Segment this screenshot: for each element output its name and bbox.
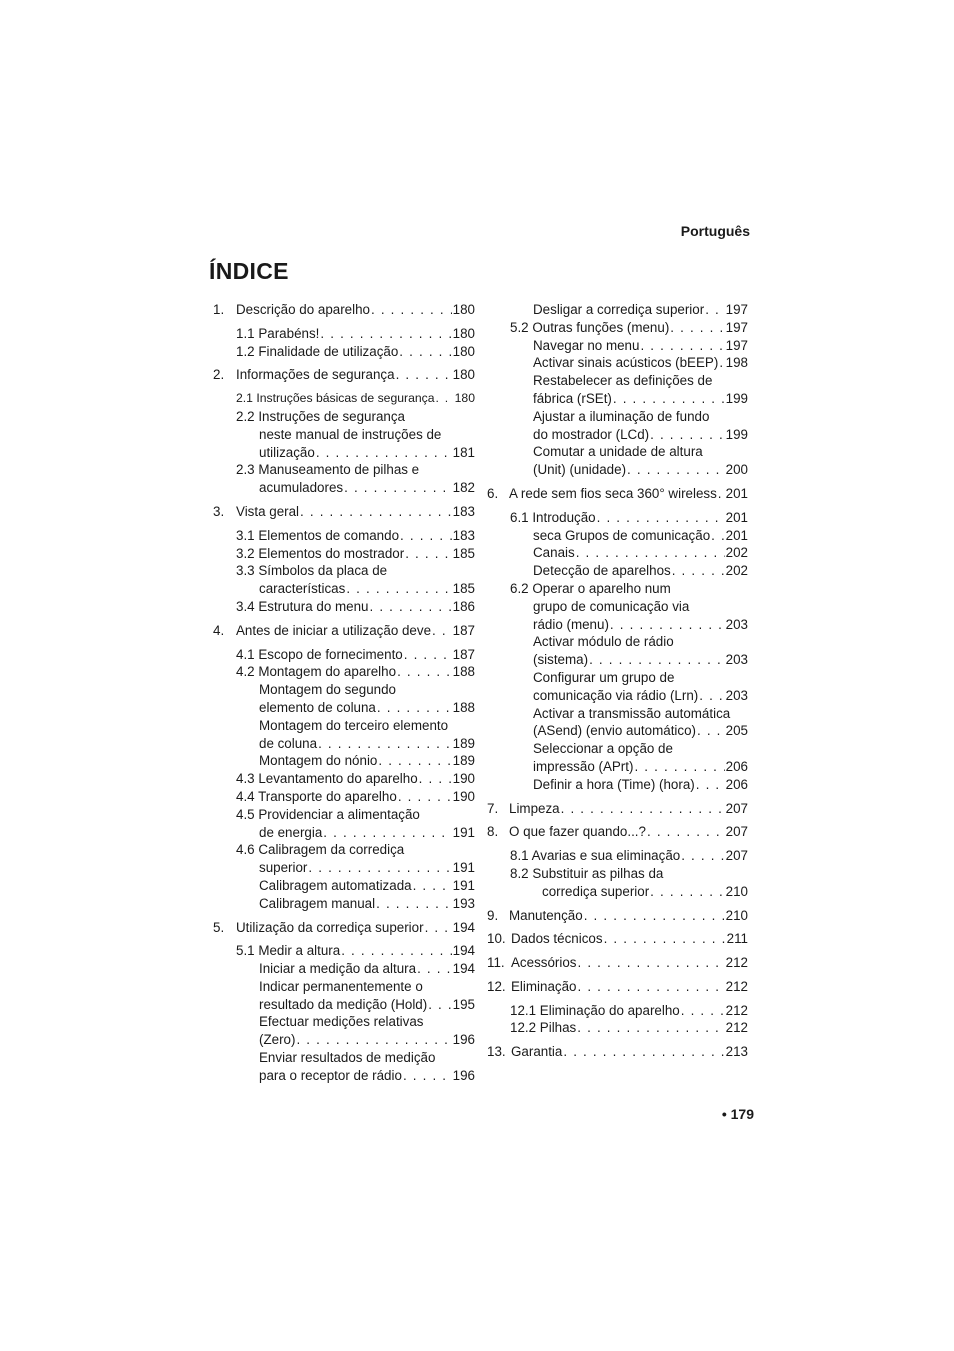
toc-entry-page: 183 bbox=[452, 503, 475, 519]
toc-entry-title: para o receptor de rádio bbox=[259, 1067, 402, 1083]
toc-entry[interactable] bbox=[487, 544, 748, 562]
toc-entry-page: 212 bbox=[725, 978, 748, 994]
toc-dot-leader bbox=[425, 919, 452, 937]
toc-entry-title: de energia bbox=[259, 824, 323, 840]
toc-dot-leader bbox=[634, 758, 724, 776]
toc-entry-page: 180 bbox=[452, 302, 475, 317]
toc-entry[interactable] bbox=[213, 545, 475, 563]
toc-entry-title: Vista geral bbox=[236, 503, 300, 519]
toc-entry-title: Detecção de aparelhos bbox=[533, 563, 671, 579]
toc-entry[interactable] bbox=[487, 776, 748, 794]
toc-entry-page: 199 bbox=[725, 390, 748, 406]
toc-dot-leader bbox=[432, 622, 452, 640]
toc-entry[interactable] bbox=[213, 895, 475, 913]
toc-entry-title: elemento de coluna bbox=[259, 699, 376, 715]
toc-entry-page: 198 bbox=[725, 355, 748, 371]
toc-dot-leader bbox=[576, 544, 725, 562]
toc-entry[interactable] bbox=[213, 444, 475, 462]
toc-entry[interactable] bbox=[213, 919, 475, 937]
toc-entry[interactable] bbox=[213, 996, 475, 1014]
toc-entry-page: 197 bbox=[725, 337, 748, 353]
toc-entry-number: 3. bbox=[213, 503, 225, 519]
toc-entry-title: 4.2 Montagem do aparelho bbox=[236, 664, 397, 680]
toc-entry-title: Montagem do nónio bbox=[259, 753, 378, 769]
toc-entry[interactable] bbox=[487, 687, 748, 705]
toc-entry-title: superior bbox=[259, 860, 308, 876]
toc-entry-page: 181 bbox=[452, 444, 475, 460]
toc-dot-leader bbox=[376, 895, 452, 913]
toc-entry-title: A rede sem fios seca 360° wireless bbox=[509, 485, 717, 501]
toc-dot-leader bbox=[578, 978, 725, 996]
toc-column-left bbox=[213, 301, 475, 1085]
toc-entry-page: 187 bbox=[452, 646, 475, 662]
toc-entry[interactable] bbox=[213, 325, 475, 343]
toc-entry-page: 211 bbox=[726, 931, 748, 947]
toc-dot-leader bbox=[650, 883, 724, 901]
toc-entry-title: neste manual de instruções de bbox=[259, 426, 442, 442]
toc-dot-leader bbox=[316, 444, 452, 462]
toc-entry-number: 12. bbox=[487, 978, 506, 994]
toc-entry[interactable] bbox=[487, 883, 748, 901]
toc-entry-title: 1.2 Finalidade de utilização bbox=[236, 343, 399, 359]
toc-entry-page: 185 bbox=[452, 545, 475, 561]
toc-entry[interactable] bbox=[487, 954, 748, 972]
toc-dot-leader bbox=[344, 479, 452, 497]
toc-entry-page: 183 bbox=[452, 527, 475, 543]
toc-entry[interactable] bbox=[213, 503, 475, 521]
toc-entry-title: O que fazer quando...? bbox=[509, 824, 646, 840]
toc-entry-number: 11. bbox=[487, 955, 505, 971]
toc-entry[interactable] bbox=[487, 1002, 748, 1020]
toc-entry[interactable] bbox=[487, 337, 748, 355]
toc-entry-title: Descrição do aparelho bbox=[236, 302, 370, 317]
toc-entry-title: Activar módulo de rádio bbox=[533, 634, 674, 650]
toc-entry-page: 182 bbox=[452, 480, 475, 496]
toc-entry-page: 191 bbox=[452, 877, 475, 893]
toc-entry-page: 180 bbox=[454, 391, 475, 406]
toc-entry-page: 185 bbox=[452, 581, 475, 597]
toc-entry-page: 197 bbox=[725, 319, 748, 335]
toc-dot-leader bbox=[397, 663, 452, 681]
toc-entry-title: 4.3 Levantamento do aparelho bbox=[236, 771, 418, 787]
toc-entry[interactable] bbox=[487, 580, 748, 598]
toc-entry[interactable] bbox=[487, 651, 748, 669]
toc-entry[interactable] bbox=[213, 752, 475, 770]
toc-entry[interactable] bbox=[213, 1049, 475, 1067]
toc-entry[interactable] bbox=[213, 598, 475, 616]
toc-dot-leader bbox=[419, 770, 452, 788]
toc-entry-page: 196 bbox=[452, 1032, 475, 1048]
toc-entry-title: Calibragem manual bbox=[259, 895, 376, 911]
toc-dot-leader bbox=[399, 343, 451, 361]
toc-dot-leader bbox=[584, 907, 725, 925]
toc-entry-title: Seleccionar a opção de bbox=[533, 741, 673, 757]
language-label: Português bbox=[680, 223, 750, 239]
toc-entry-page: 180 bbox=[452, 325, 475, 341]
toc-entry-page: 191 bbox=[452, 860, 475, 876]
toc-entry-number: 9. bbox=[487, 907, 499, 923]
toc-entry[interactable] bbox=[213, 960, 475, 978]
toc-entry-title: características bbox=[259, 581, 346, 597]
toc-entry[interactable] bbox=[213, 366, 475, 384]
toc-entry-title: 1.1 Parabéns! bbox=[236, 325, 320, 341]
toc-entry[interactable] bbox=[487, 372, 748, 390]
toc-entry[interactable] bbox=[487, 408, 748, 426]
toc-entry[interactable] bbox=[487, 865, 748, 883]
toc-entry-page: 189 bbox=[452, 735, 475, 751]
toc-dot-leader bbox=[398, 788, 452, 806]
toc-entry[interactable] bbox=[487, 443, 748, 461]
toc-entry[interactable] bbox=[487, 509, 748, 527]
toc-entry[interactable] bbox=[487, 758, 748, 776]
toc-entry-title: Montagem do segundo bbox=[259, 682, 396, 698]
toc-entry-title: Limpeza bbox=[509, 800, 560, 816]
toc-entry-title: seca Grupos de comunicação bbox=[533, 527, 711, 543]
page-number: • 179 bbox=[721, 1106, 754, 1122]
toc-dot-leader bbox=[672, 562, 725, 580]
toc-entry[interactable] bbox=[213, 663, 475, 681]
toc-entry-page: 212 bbox=[725, 1020, 748, 1036]
toc-entry-page: 201 bbox=[725, 485, 748, 501]
toc-entry[interactable] bbox=[487, 740, 748, 758]
toc-entry-title: Ajustar a iluminação de fundo bbox=[533, 408, 710, 424]
toc-entry-title: Calibragem automatizada bbox=[259, 877, 412, 893]
toc-entry[interactable] bbox=[487, 527, 748, 545]
toc-entry-title: Manutenção bbox=[509, 907, 583, 923]
toc-dot-leader bbox=[578, 954, 725, 972]
toc-entry[interactable] bbox=[487, 301, 748, 319]
toc-entry-title: 3.3 Símbolos da placa de bbox=[236, 563, 388, 579]
toc-entry-number: 2. bbox=[213, 367, 225, 383]
toc-dot-leader bbox=[604, 930, 726, 948]
toc-entry[interactable] bbox=[487, 598, 748, 616]
toc-entry[interactable] bbox=[213, 301, 475, 319]
toc-entry-title: Restabelecer as definições de bbox=[533, 373, 713, 389]
toc-dot-leader bbox=[613, 390, 725, 408]
toc-entry[interactable] bbox=[487, 1019, 748, 1037]
toc-entry-page: 193 bbox=[452, 895, 475, 911]
toc-entry-page: 195 bbox=[452, 996, 475, 1012]
toc-entry-page: 207 bbox=[725, 848, 748, 864]
toc-entry[interactable] bbox=[213, 806, 475, 824]
toc-entry-title: 5.1 Medir a altura bbox=[236, 943, 341, 959]
toc-entry[interactable] bbox=[213, 343, 475, 361]
toc-entry-title: 3.1 Elementos de comando bbox=[236, 527, 400, 543]
toc-entry-page: 202 bbox=[725, 545, 748, 561]
toc-entry-title: grupo de comunicação via bbox=[533, 598, 690, 614]
toc-entry[interactable] bbox=[487, 907, 748, 925]
toc-entry-number: 10. bbox=[487, 931, 506, 947]
toc-entry-page: 212 bbox=[725, 955, 748, 971]
toc-entry-page: 190 bbox=[452, 788, 475, 804]
toc-dot-leader bbox=[670, 319, 724, 337]
toc-entry[interactable] bbox=[213, 1067, 475, 1085]
toc-entry-title: do mostrador (LCd) bbox=[533, 426, 650, 442]
toc-entry[interactable] bbox=[213, 859, 475, 877]
toc-entry-page: 180 bbox=[452, 367, 475, 383]
toc-entry-page: 205 bbox=[725, 723, 748, 739]
toc-dot-leader bbox=[718, 485, 725, 503]
toc-entry-title: (ASend) (envio automático) bbox=[533, 723, 696, 739]
toc-entry-title: Activar a transmissão automática bbox=[533, 705, 731, 721]
toc-entry[interactable] bbox=[487, 800, 748, 818]
toc-entry[interactable] bbox=[213, 461, 475, 479]
toc-entry-title: Comutar a unidade de altura bbox=[533, 444, 703, 460]
toc-entry-title: corrediça superior bbox=[542, 883, 650, 899]
toc-dot-leader bbox=[577, 1019, 724, 1037]
toc-entry-title: 2.3 Manuseamento de pilhas e bbox=[236, 462, 420, 478]
toc-entry[interactable] bbox=[487, 390, 748, 408]
toc-entry[interactable] bbox=[487, 669, 748, 687]
toc-entry[interactable] bbox=[213, 390, 475, 408]
toc-dot-leader bbox=[705, 301, 724, 319]
toc-dot-leader bbox=[681, 847, 724, 865]
toc-dot-leader bbox=[436, 390, 454, 408]
toc-entry-page: 210 bbox=[725, 907, 748, 923]
toc-entry-page: 203 bbox=[725, 652, 748, 668]
toc-entry-number: 6. bbox=[487, 485, 499, 501]
toc-entry-page: 180 bbox=[452, 343, 475, 359]
toc-entry[interactable] bbox=[213, 622, 475, 640]
toc-entry[interactable] bbox=[213, 841, 475, 859]
toc-entry-page: 191 bbox=[452, 824, 475, 840]
toc-entry-page: 207 bbox=[725, 824, 748, 840]
toc-entry[interactable] bbox=[213, 735, 475, 753]
toc-entry-page: 194 bbox=[452, 961, 475, 977]
toc-entry-title: Definir a hora (Time) (hora) bbox=[533, 776, 695, 792]
toc-entry[interactable] bbox=[487, 319, 748, 337]
toc-entry-title: Navegar no menu bbox=[533, 337, 640, 353]
toc-entry-page: 200 bbox=[725, 462, 748, 478]
toc-entry[interactable] bbox=[213, 717, 475, 735]
toc-entry[interactable] bbox=[213, 408, 475, 426]
toc-entry-title: 3.2 Elementos do mostrador bbox=[236, 545, 405, 561]
toc-entry-title: Informações de segurança bbox=[236, 367, 395, 383]
toc-dot-leader bbox=[308, 859, 451, 877]
toc-entry[interactable] bbox=[213, 978, 475, 996]
toc-entry[interactable] bbox=[213, 824, 475, 842]
toc-dot-leader bbox=[400, 527, 452, 545]
toc-dot-leader bbox=[563, 1043, 724, 1061]
toc-dot-leader bbox=[417, 960, 452, 978]
toc-dot-leader bbox=[323, 824, 451, 842]
toc-entry-title: Configurar um grupo de bbox=[533, 669, 675, 685]
toc-entry[interactable] bbox=[213, 788, 475, 806]
toc-entry-title: Dados técnicos bbox=[511, 931, 603, 947]
toc-entry-page: 194 bbox=[452, 943, 475, 959]
toc-dot-leader bbox=[370, 598, 452, 616]
toc-column-right bbox=[487, 301, 748, 1061]
toc-dot-leader bbox=[719, 354, 724, 372]
toc-entry-title: Garantia bbox=[511, 1044, 563, 1060]
toc-entry[interactable] bbox=[213, 426, 475, 444]
toc-dot-leader bbox=[650, 426, 725, 444]
toc-entry-title: 12.1 Eliminação do aparelho bbox=[510, 1002, 680, 1018]
toc-dot-leader bbox=[647, 823, 725, 841]
toc-entry-number: 4. bbox=[213, 622, 225, 638]
toc-dot-leader bbox=[413, 877, 452, 895]
toc-entry-title: Indicar permanentemente o bbox=[259, 978, 423, 994]
toc-entry-title: (sistema) bbox=[533, 652, 589, 668]
toc-entry-title: de coluna bbox=[259, 735, 318, 751]
toc-entry[interactable] bbox=[487, 485, 748, 503]
toc-entry[interactable] bbox=[487, 705, 748, 723]
toc-entry[interactable] bbox=[487, 616, 748, 634]
toc-dot-leader bbox=[610, 616, 725, 634]
toc-entry-title: 2.2 Instruções de segurança bbox=[236, 408, 405, 424]
toc-entry-page: 188 bbox=[452, 699, 475, 715]
toc-entry[interactable] bbox=[213, 646, 475, 664]
toc-entry[interactable] bbox=[487, 633, 748, 651]
toc-entry-title: 3.4 Estrutura do menu bbox=[236, 598, 369, 614]
toc-entry[interactable] bbox=[487, 978, 748, 996]
toc-entry-title: Desligar a corrediça superior bbox=[533, 302, 705, 317]
toc-entry-title: 6.1 Introdução bbox=[510, 509, 596, 525]
toc-entry[interactable] bbox=[487, 930, 748, 948]
toc-entry-title: 8.2 Substituir as pilhas da bbox=[510, 865, 664, 881]
toc-entry[interactable] bbox=[487, 461, 748, 479]
toc-entry-page: 210 bbox=[725, 883, 748, 899]
toc-entry-number: 5. bbox=[213, 919, 225, 935]
toc-entry-page: 206 bbox=[725, 758, 748, 774]
toc-entry-title: Montagem do terceiro elemento bbox=[259, 717, 449, 733]
toc-entry[interactable] bbox=[213, 1031, 475, 1049]
toc-entry[interactable] bbox=[487, 562, 748, 580]
toc-entry[interactable] bbox=[487, 1043, 748, 1061]
toc-entry-page: 212 bbox=[725, 1002, 748, 1018]
toc-dot-leader bbox=[697, 722, 725, 740]
toc-entry-page: 197 bbox=[725, 302, 748, 317]
toc-dot-leader bbox=[377, 699, 452, 717]
toc-dot-leader bbox=[396, 366, 452, 384]
toc-entry[interactable] bbox=[213, 562, 475, 580]
toc-entry-title: Antes de iniciar a utilização deve bbox=[236, 622, 432, 638]
toc-dot-leader bbox=[318, 735, 452, 753]
toc-entry-page: 206 bbox=[725, 776, 748, 792]
toc-entry-title: impressão (APrt) bbox=[533, 758, 634, 774]
toc-dot-leader bbox=[320, 325, 451, 343]
toc-entry[interactable] bbox=[487, 722, 748, 740]
toc-entry-title: resultado da medição (Hold) bbox=[259, 996, 428, 1012]
toc-dot-leader bbox=[404, 646, 452, 664]
toc-entry-page: 196 bbox=[452, 1067, 475, 1083]
toc-dot-leader bbox=[378, 752, 451, 770]
toc-entry-title: 4.5 Providenciar a alimentação bbox=[236, 806, 420, 822]
toc-entry-title: 5.2 Outras funções (menu) bbox=[510, 319, 670, 335]
toc-entry-page: 188 bbox=[452, 664, 475, 680]
toc-entry-title: 6.2 Operar o aparelho num bbox=[510, 580, 671, 596]
toc-entry-page: 199 bbox=[725, 426, 748, 442]
toc-entry-title: Eliminação bbox=[511, 978, 577, 994]
toc-entry-page: 203 bbox=[725, 687, 748, 703]
toc-entry-page: 186 bbox=[452, 598, 475, 614]
toc-entry[interactable] bbox=[487, 426, 748, 444]
toc-entry-title: fábrica (rSEt) bbox=[533, 390, 612, 406]
toc-entry[interactable] bbox=[213, 942, 475, 960]
toc-entry[interactable] bbox=[487, 354, 748, 372]
toc-dot-leader bbox=[597, 509, 725, 527]
toc-dot-leader bbox=[696, 776, 725, 794]
toc-entry-page: 202 bbox=[725, 563, 748, 579]
toc-entry-title: Enviar resultados de medição bbox=[259, 1050, 436, 1066]
toc-entry-page: 203 bbox=[725, 616, 748, 632]
toc-entry[interactable] bbox=[213, 681, 475, 699]
toc-entry-page: 213 bbox=[725, 1044, 748, 1060]
toc-dot-leader bbox=[405, 545, 451, 563]
toc-entry[interactable] bbox=[213, 580, 475, 598]
toc-entry-title: Efectuar medições relativas bbox=[259, 1014, 424, 1030]
toc-entry[interactable] bbox=[213, 527, 475, 545]
toc-dot-leader bbox=[699, 687, 724, 705]
toc-entry-page: 189 bbox=[452, 753, 475, 769]
toc-entry-title: Activar sinais acústicos (bEEP) bbox=[533, 355, 719, 371]
toc-entry-title: 8.1 Avarias e sua eliminação bbox=[510, 848, 681, 864]
toc-dot-leader bbox=[711, 527, 725, 545]
toc-dot-leader bbox=[403, 1067, 452, 1085]
toc-entry-title: 4.6 Calibragem da corrediça bbox=[236, 842, 405, 858]
toc-entry-page: 190 bbox=[452, 771, 475, 787]
toc-entry-title: acumuladores bbox=[259, 480, 344, 496]
toc-entry-title: Utilização da corrediça superior bbox=[236, 919, 424, 935]
toc-entry-title: Iniciar a medição da altura bbox=[259, 961, 417, 977]
toc-dot-leader bbox=[589, 651, 725, 669]
toc-entry[interactable] bbox=[487, 823, 748, 841]
toc-entry[interactable] bbox=[213, 1013, 475, 1031]
toc-entry-number: 7. bbox=[487, 800, 499, 816]
toc-entry-page: 194 bbox=[452, 919, 475, 935]
toc-entry-title: (Unit) (unidade) bbox=[533, 462, 627, 478]
toc-entry-page: 201 bbox=[725, 527, 748, 543]
toc-entry-title: 4.4 Transporte do aparelho bbox=[236, 788, 397, 804]
toc-entry-page: 187 bbox=[452, 622, 475, 638]
toc-entry-title: 4.1 Escopo de fornecimento bbox=[236, 646, 403, 662]
toc-dot-leader bbox=[300, 503, 452, 521]
toc-entry-title: comunicação via rádio (Lrn) bbox=[533, 687, 699, 703]
toc-dot-leader bbox=[428, 996, 451, 1014]
page-title: ÍNDICE bbox=[209, 258, 289, 284]
toc-entry[interactable] bbox=[487, 847, 748, 865]
toc-entry-title: rádio (menu) bbox=[533, 616, 609, 632]
toc-dot-leader bbox=[627, 461, 725, 479]
toc-entry-title: 2.1 Instruções básicas de segurança bbox=[236, 391, 435, 406]
toc-dot-leader bbox=[346, 580, 451, 598]
toc-dot-leader bbox=[561, 800, 725, 818]
toc-dot-leader bbox=[296, 1031, 451, 1049]
toc-entry-title: (Zero) bbox=[259, 1032, 296, 1048]
toc-entry-title: 12.2 Pilhas bbox=[510, 1020, 577, 1036]
toc-dot-leader bbox=[371, 301, 452, 319]
toc-dot-leader bbox=[681, 1002, 725, 1020]
toc-entry[interactable] bbox=[213, 770, 475, 788]
toc-entry-title: Canais bbox=[533, 545, 575, 561]
toc-entry-page: 207 bbox=[725, 800, 748, 816]
toc-entry-title: Acessórios bbox=[511, 955, 577, 971]
toc-entry-title: utilização bbox=[259, 444, 315, 460]
toc-entry[interactable] bbox=[213, 479, 475, 497]
toc-entry-number: 8. bbox=[487, 824, 499, 840]
toc-dot-leader bbox=[341, 942, 451, 960]
toc-entry[interactable] bbox=[213, 877, 475, 895]
toc-entry-number: 1. bbox=[213, 302, 225, 317]
toc-entry[interactable] bbox=[213, 699, 475, 717]
toc-entry-number: 13. bbox=[487, 1044, 506, 1060]
toc-dot-leader bbox=[640, 337, 724, 355]
toc-entry-page: 201 bbox=[725, 509, 748, 525]
